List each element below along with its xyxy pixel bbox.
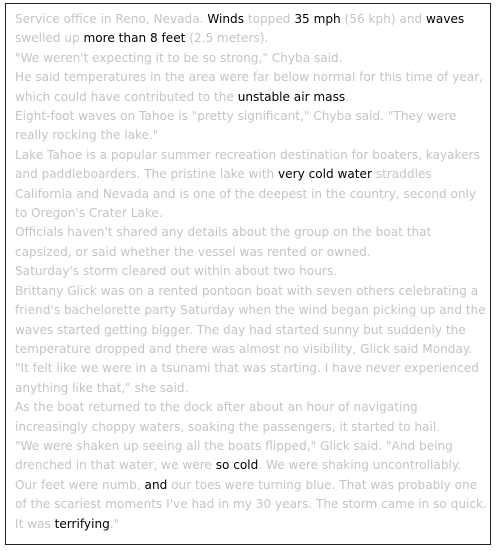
text-run: our toes were turning blue. That was probably one of the scariest moments I've had in my 30 years. The storm came in so quick. It was [15,477,487,531]
highlighted-phrase: waves [426,12,465,26]
text-run: He said temperatures in the area were far below normal for this time of year, which could have contributed to the [15,70,484,104]
paragraph [15,107,487,146]
document-frame [5,3,491,545]
highlighted-phrase: unstable air mass [237,89,346,104]
text-run: Officials haven't shared any details about the group on the boat that capsized, or said whether the vessel was rented or owned. [15,225,432,259]
text-run: swelled up [15,31,84,46]
highlighted-phrase: 35 mph [294,12,341,26]
paragraph [15,10,487,49]
text-run: "We were shaken up seeing all the boats flipped," Glick said. "And being drenched in that water, we were [15,438,453,473]
highlighted-phrase: and [144,477,168,492]
highlighted-phrase: Winds [207,12,245,26]
paragraph [15,282,487,360]
text-run: Eight-foot waves on Tahoe is "pretty significant," Chyba said. "They were really rocking the lake." [15,109,457,143]
text-run: . We were shaking uncontrollably. Our feet were numb, [15,458,462,492]
text-run: ." [109,516,120,531]
paragraph [15,68,487,107]
highlighted-phrase: so cold [215,458,259,473]
paragraph [15,49,487,68]
paragraph [15,398,487,437]
highlighted-phrase: more than 8 feet [83,31,186,46]
article-text [15,10,487,534]
paragraph [15,223,487,262]
text-run: Service office in Reno, Nevada. [15,12,208,26]
paragraph [15,146,487,224]
text-run: "It felt like we were in a tsunami that was starting. I have never experienced anything like that," she said. [15,361,479,395]
paragraph [15,437,487,534]
text-run: (56 kph) and [340,12,427,26]
text-run: straddles California and Nevada and is one of the deepest in the country, second only to Oregon's Crater Lake. [15,167,477,221]
text-run: As the boat returned to the dock after about an hour of navigating increasingly choppy waters, soaking the passengers, it started to hail. [15,400,441,434]
paragraph [15,359,487,398]
paragraph [15,262,487,281]
highlighted-phrase: terrifying [54,516,110,531]
text-run: (2.5 meters). [185,31,269,46]
text-run: Lake Tahoe is a popular summer recreation destination for boaters, kayakers and paddleboarders. The pristine lake with [15,147,480,182]
text-run: topped [244,12,295,26]
text-run: "We weren't expecting it to be so strong," Chyba said. [15,50,343,65]
text-run: Brittany Glick was on a rented pontoon boat with seven others celebrating a friend's bachelorette party Saturday when the wind began picking up and the waves started getting bigger. The day had started sunny but suddenly the temperature dropped and there was almost no visibility, Glick said Monday. [15,283,486,356]
text-run: Saturday's storm cleared out within about two hours. [15,264,337,279]
text-run: . [345,89,350,104]
highlighted-phrase: very cold water [278,167,372,182]
